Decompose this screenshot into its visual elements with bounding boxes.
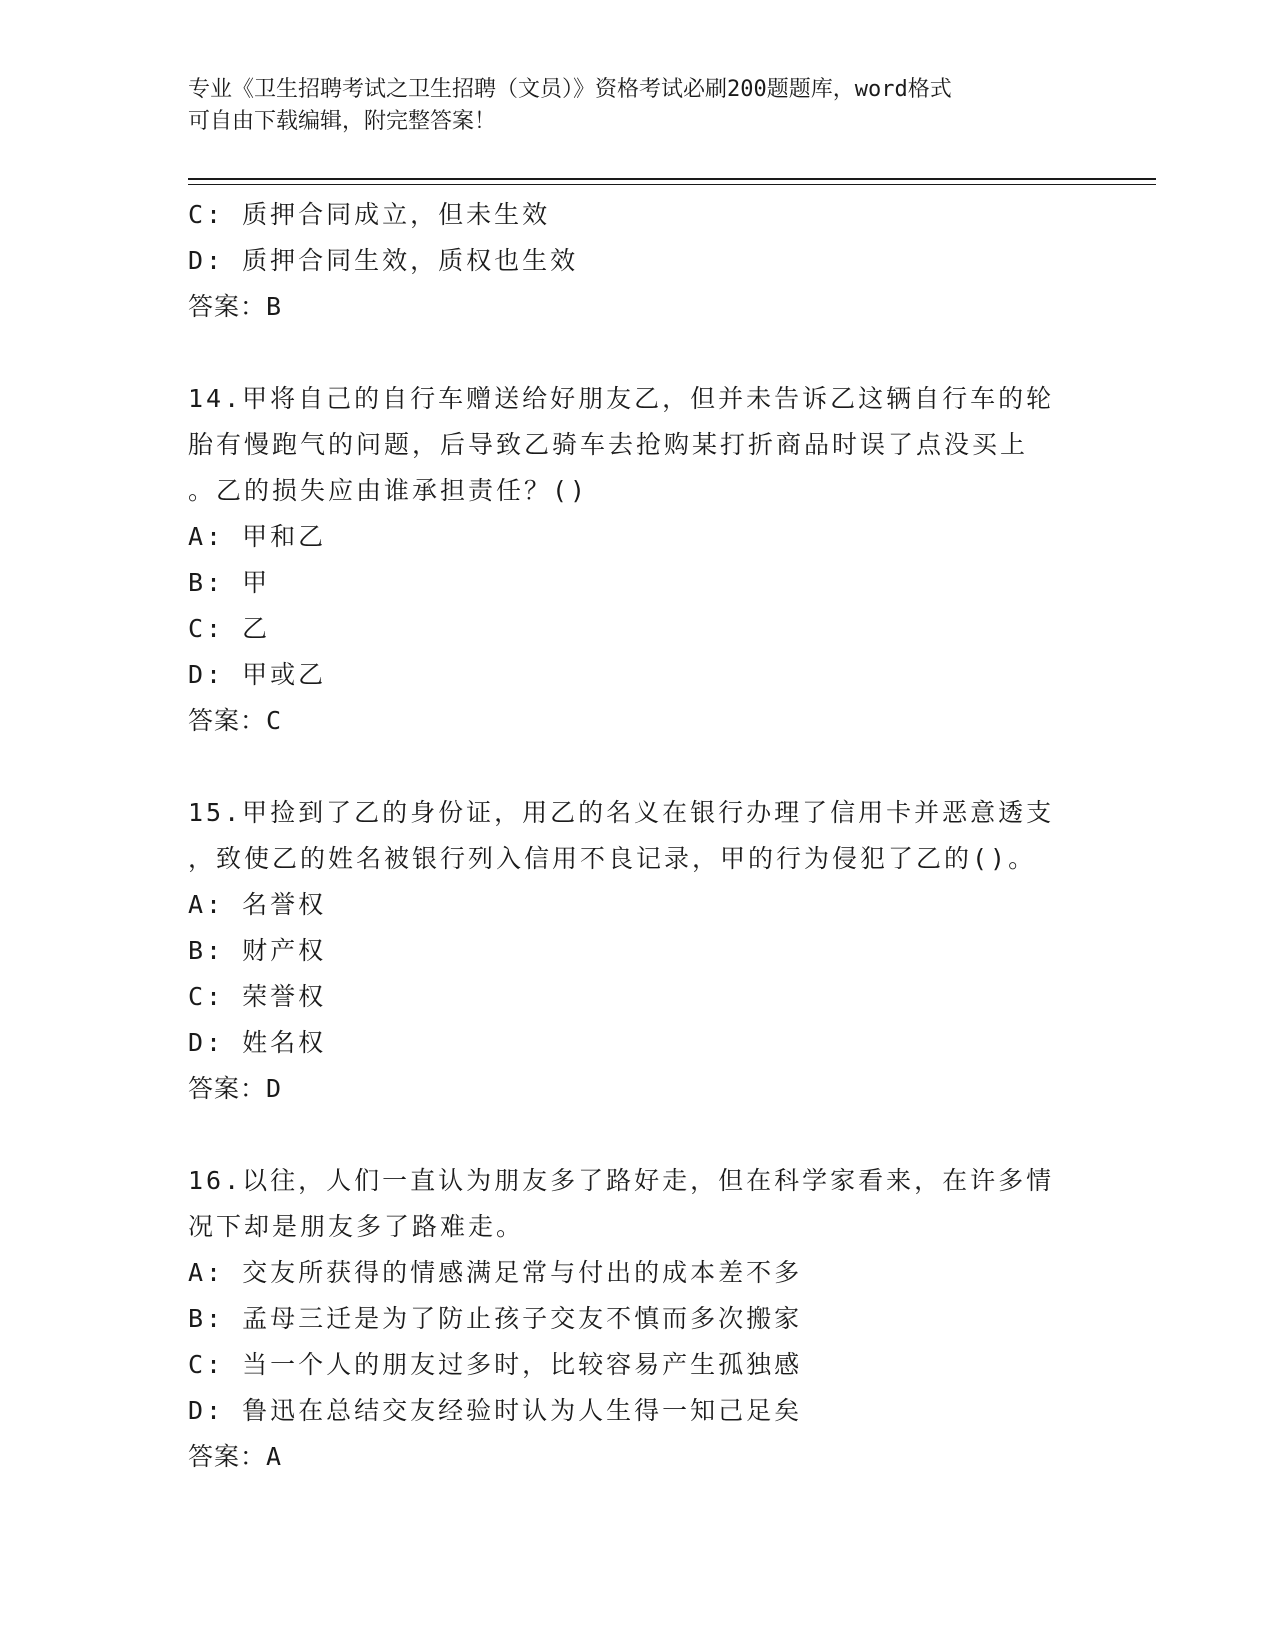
option-a: A: 名誉权 (188, 890, 327, 919)
question-stem-line: 胎有慢跑气的问题，后导致乙骑车去抢购某打折商品时误了点没买上 (188, 430, 1029, 459)
header-line-2: 可自由下载编辑，附完整答案！ (188, 109, 497, 134)
answer-line: 答案：D (188, 1074, 283, 1103)
spacer (188, 1112, 1088, 1158)
question-list (188, 192, 1088, 1480)
option-b: B: 财产权 (188, 936, 327, 965)
question-stem-line: 。乙的损失应由谁承担责任？() (188, 476, 589, 505)
option-c: C: 质押合同成立，但未生效 (188, 200, 551, 229)
option-a: A: 交友所获得的情感满足常与付出的成本差不多 (188, 1258, 803, 1287)
header-line-1: 专业《卫生招聘考试之卫生招聘（文员）》资格考试必刷200题题库，word格式 (188, 77, 952, 102)
option-b: B: 甲 (188, 568, 271, 597)
question-14 (188, 376, 1088, 744)
header-divider-thin (188, 184, 1156, 185)
option-d: D: 鲁迅在总结交友经验时认为人生得一知己足矣 (188, 1396, 803, 1425)
answer-line: 答案：A (188, 1442, 283, 1471)
question-13-tail (188, 192, 1088, 330)
spacer (188, 744, 1088, 790)
question-15 (188, 790, 1088, 1112)
question-stem-line: 况下却是朋友多了路难走。 (188, 1212, 525, 1241)
option-d: D: 姓名权 (188, 1028, 327, 1057)
option-b: B: 孟母三迁是为了防止孩子交友不慎而多次搬家 (188, 1304, 803, 1333)
answer-line: 答案：C (188, 706, 283, 735)
question-stem-line: ，致使乙的姓名被银行列入信用不良记录，甲的行为侵犯了乙的()。 (188, 844, 1037, 873)
option-c: C: 乙 (188, 614, 271, 643)
option-d: D: 甲或乙 (188, 660, 327, 689)
option-a: A: 甲和乙 (188, 522, 327, 551)
page-header (188, 74, 1068, 138)
question-stem-line: 15.甲捡到了乙的身份证，用乙的名义在银行办理了信用卡并恶意透支 (188, 798, 1055, 827)
option-c: C: 荣誉权 (188, 982, 327, 1011)
question-16 (188, 1158, 1088, 1480)
question-stem-line: 14.甲将自己的自行车赠送给好朋友乙，但并未告诉乙这辆自行车的轮 (188, 384, 1055, 413)
answer-line: 答案：B (188, 292, 283, 321)
option-c: C: 当一个人的朋友过多时，比较容易产生孤独感 (188, 1350, 803, 1379)
question-stem-line: 16.以往，人们一直认为朋友多了路好走，但在科学家看来，在许多情 (188, 1166, 1055, 1195)
spacer (188, 330, 1088, 376)
option-d: D: 质押合同生效，质权也生效 (188, 246, 579, 275)
header-divider-thick (188, 178, 1156, 180)
